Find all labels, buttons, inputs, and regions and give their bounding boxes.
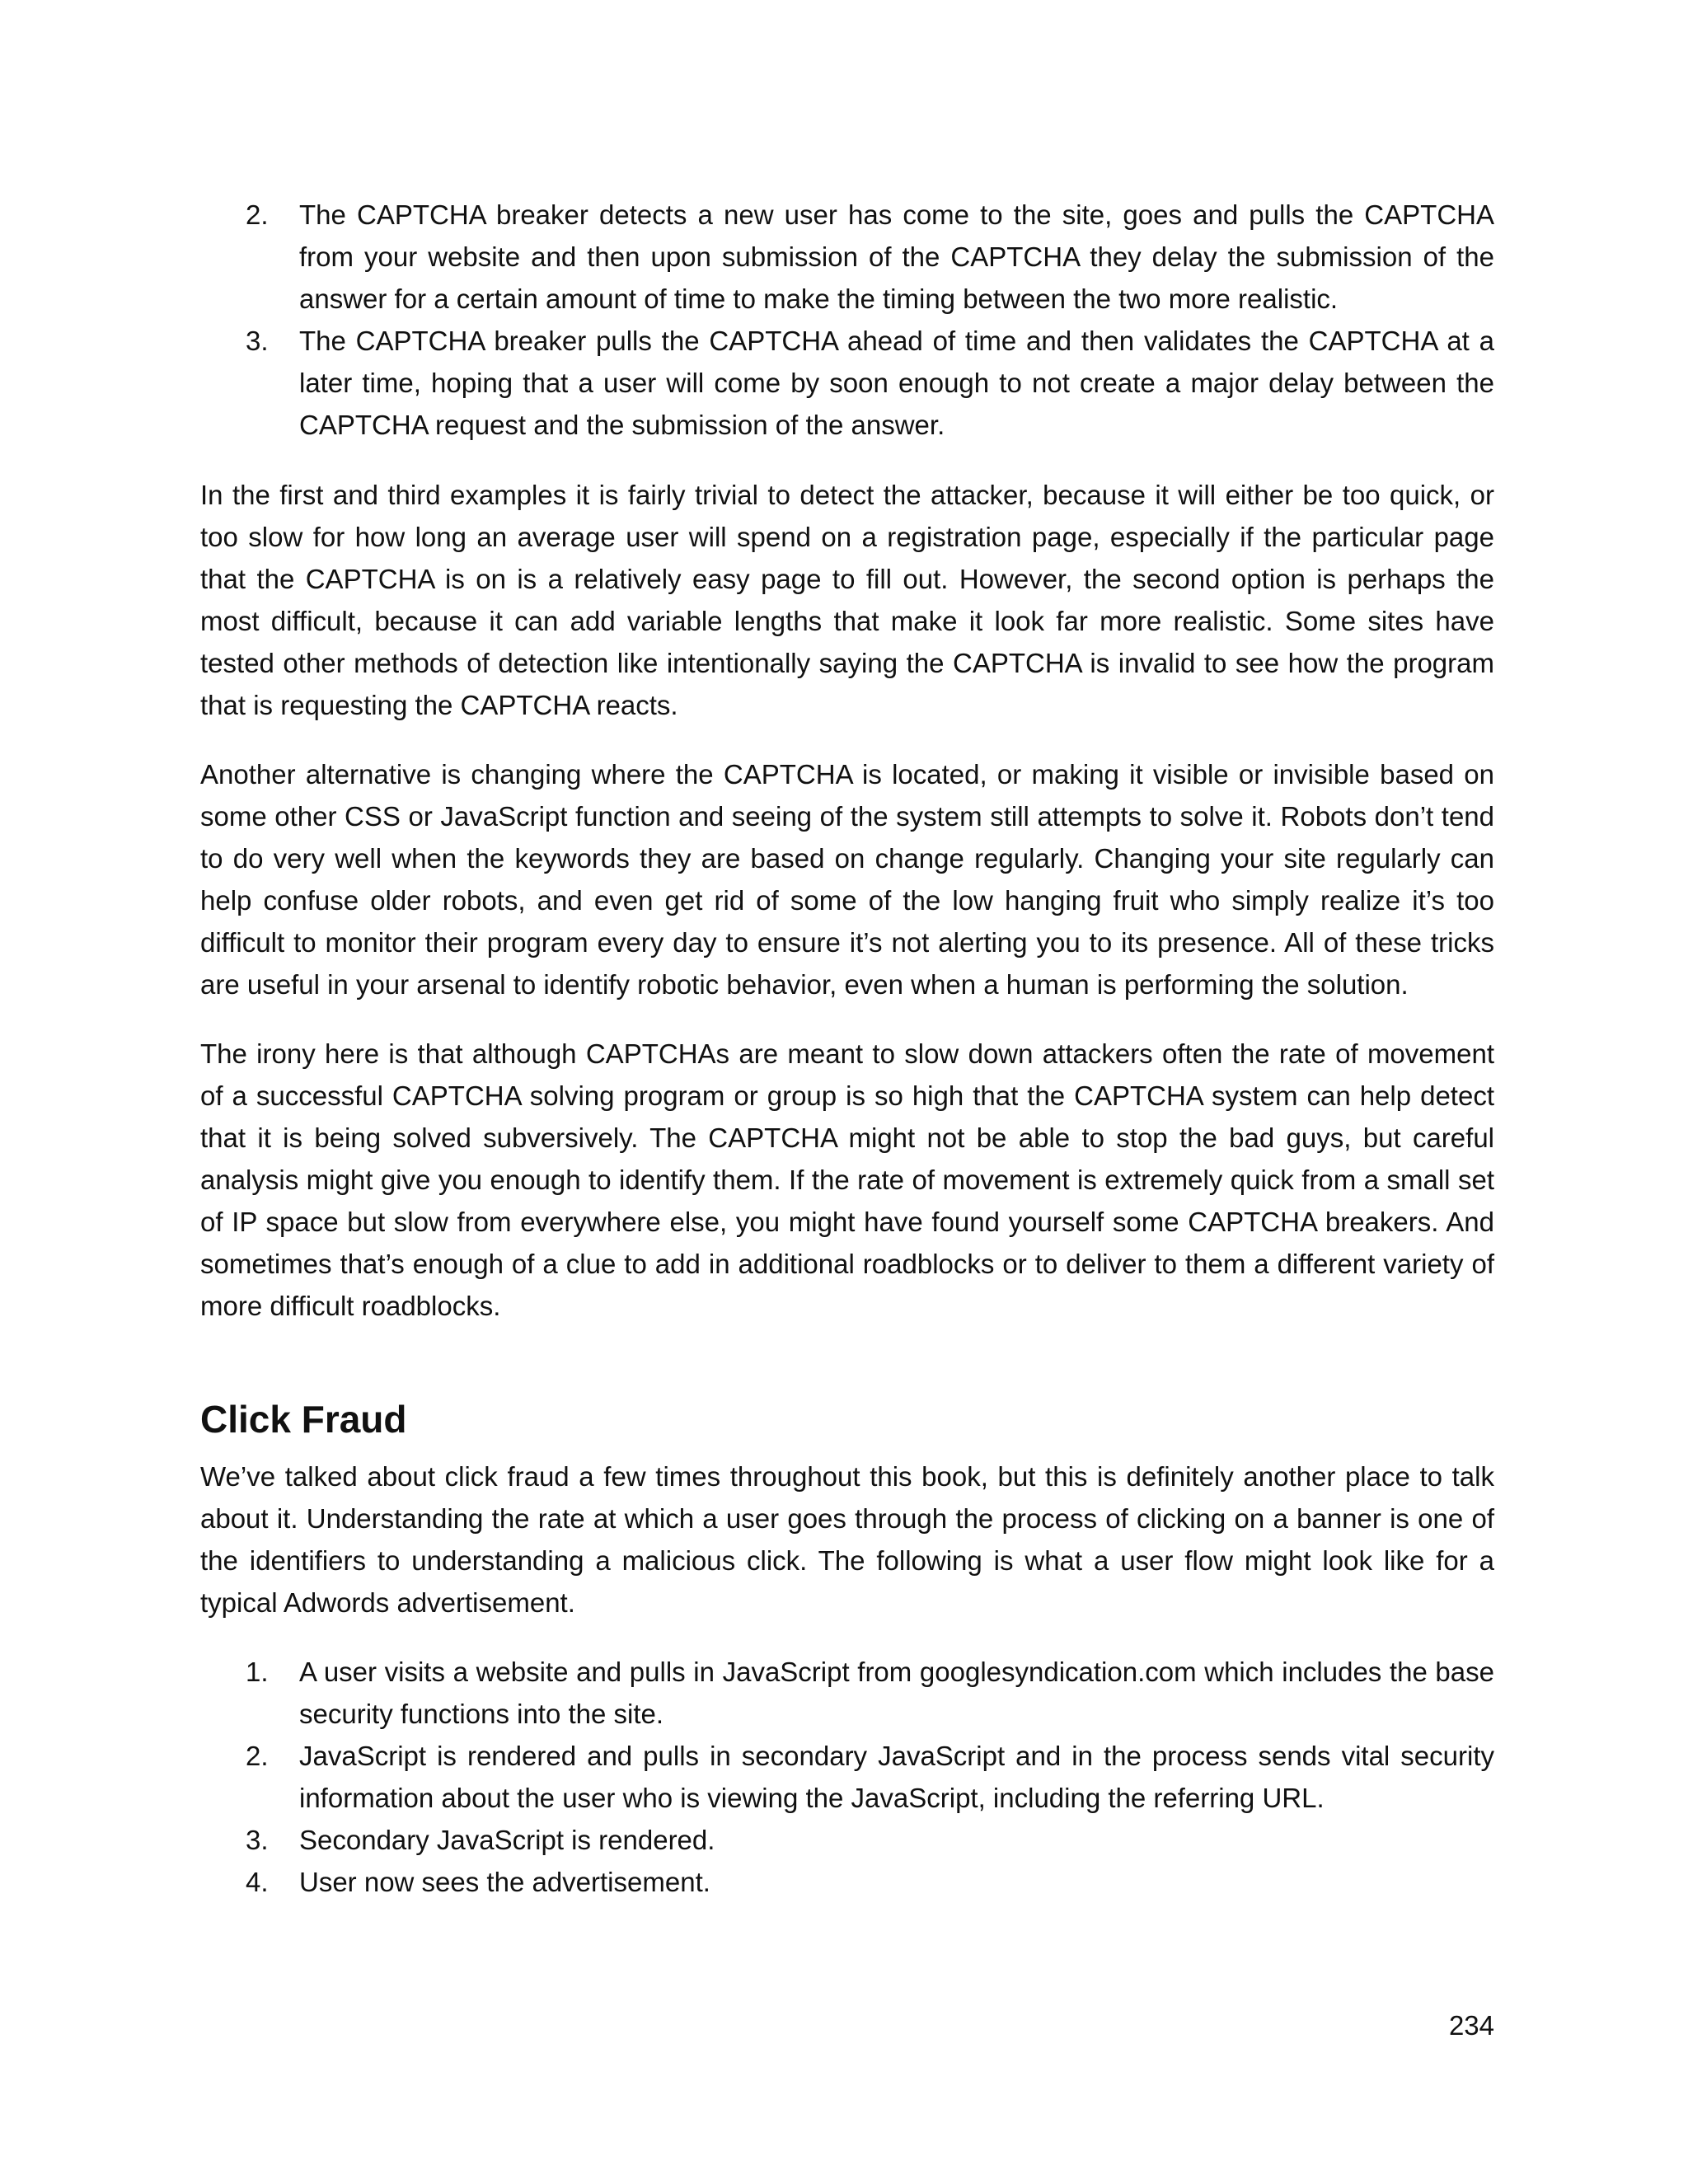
list-item: [200, 320, 1494, 446]
list-item-text: User now sees the advertisement.: [299, 1867, 710, 1897]
list-item-text: The CAPTCHA breaker detects a new user has come to the site, goes and pulls the CAPTCHA from your website and then upon submission of the CAPTCHA they delay the submission of the answer for a certain amount of time to make the timing between the two more realistic.: [299, 199, 1494, 314]
page-content: [200, 194, 1494, 1903]
list-item: [200, 1861, 1494, 1903]
list-item-number: 2.: [246, 1741, 269, 1771]
list-item: [200, 1735, 1494, 1819]
list-item-text: The CAPTCHA breaker pulls the CAPTCHA ahead of time and then validates the CAPTCHA at a later time, hoping that a user will come by soon enough to not create a major delay between the CAPTCHA request and the submission of the answer.: [299, 326, 1494, 440]
list-item-number: 1.: [246, 1657, 269, 1687]
list-item: [200, 194, 1494, 320]
section-heading: Click Fraud: [200, 1398, 407, 1441]
numbered-list-bottom: [200, 1651, 1494, 1903]
paragraph-detection: In the first and third examples it is fairly trivial to detect the attacker, because it will either be too quick, or too slow for how long an average user will spend on a registration page, especially if the particular page that the CAPTCHA is on is a relatively easy page to fill out. However, the second option is perhaps the most difficult, because it can add variable lengths that make it look far more realistic. Some sites have tested other methods of detection like intentionally saying the CAPTCHA is invalid to see how the program that is requesting the CAPTCHA reacts.: [200, 480, 1494, 720]
list-item: [200, 1819, 1494, 1861]
list-item-number: 2.: [246, 199, 269, 230]
list-item-number: 4.: [246, 1867, 269, 1897]
page-number: 234: [1448, 2010, 1494, 2041]
list-item: [200, 1651, 1494, 1735]
list-item-number: 3.: [246, 326, 269, 356]
list-item-text: Secondary JavaScript is rendered.: [299, 1825, 715, 1855]
list-item-number: 3.: [246, 1825, 269, 1855]
paragraph-irony: The irony here is that although CAPTCHAs are meant to slow down attackers often the rate of movement of a successful CAPTCHA solving program or group is so high that the CAPTCHA system can help detect that it is being solved subversively. The CAPTCHA might not be able to stop the bad guys, but careful analysis might give you enough to identify them. If the rate of movement is extremely quick from a small set of IP space but slow from everywhere else, you might have found yourself some CAPTCHA breakers. And sometimes that’s enough of a clue to add in additional roadblocks or to deliver to them a different variety of more difficult roadblocks.: [200, 1038, 1494, 1321]
paragraph-click-fraud-intro: We’ve talked about click fraud a few times throughout this book, but this is definitely another place to talk about it. Understanding the rate at which a user goes through the process of clicking on a banner is one of the identifiers to understanding a malicious click. The following is what a user flow might look like for a typical Adwords advertisement.: [200, 1461, 1494, 1618]
list-item-text: JavaScript is rendered and pulls in secondary JavaScript and in the process sends vital security information about the user who is viewing the JavaScript, including the referring URL.: [299, 1741, 1494, 1813]
numbered-list-top: [200, 194, 1494, 446]
list-item-text: A user visits a website and pulls in JavaScript from googlesyndication.com which includes the base security functions into the site.: [299, 1657, 1494, 1729]
paragraph-alternative: Another alternative is changing where the CAPTCHA is located, or making it visible or invisible based on some other CSS or JavaScript function and seeing of the system still attempts to solve it. Robots don’t tend to do very well when the keywords they are based on change regularly. Changing your site regularly can help confuse older robots, and even get rid of some of the low hanging fruit who simply realize it’s too difficult to monitor their program every day to ensure it’s not alerting you to its presence. All of these tricks are useful in your arsenal to identify robotic behavior, even when a human is performing the solution.: [200, 759, 1494, 1000]
